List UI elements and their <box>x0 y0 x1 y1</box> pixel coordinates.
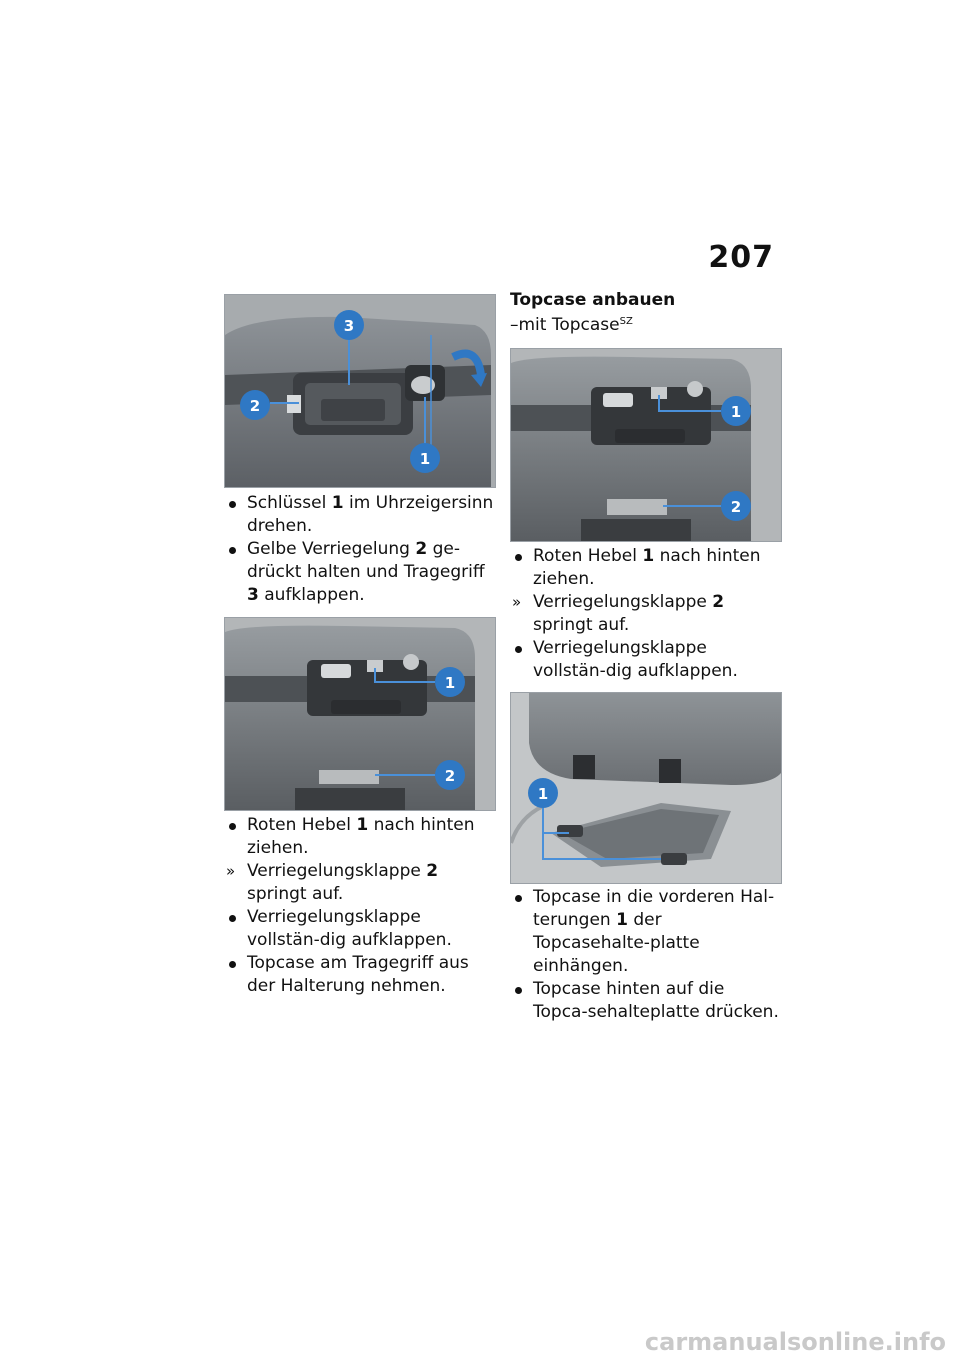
option-code: SZ <box>619 316 633 327</box>
steps-open-flap <box>510 545 782 683</box>
callout-2: 2 <box>730 498 742 516</box>
list-item <box>224 814 496 860</box>
step-text: nach hinten ziehen. <box>247 815 475 858</box>
step-ref: 2 <box>426 861 439 881</box>
list-item <box>224 538 496 607</box>
step-ref: 2 <box>415 539 428 559</box>
option-line <box>510 315 633 335</box>
step-text: springt auf. <box>533 615 630 635</box>
figure-key-unlock <box>224 294 496 488</box>
step-text: im Uhrzeigersinn drehen. <box>247 493 494 536</box>
steps-attach-topcase <box>510 886 782 1024</box>
list-item <box>224 860 496 906</box>
figure-open-flap <box>510 348 782 542</box>
callout-1: 1 <box>730 403 742 421</box>
result-marker: » <box>226 862 236 880</box>
callout-3: 3 <box>343 317 355 335</box>
step-ref: 2 <box>712 592 725 612</box>
list-item <box>224 952 496 998</box>
callout-2: 2 <box>444 767 456 785</box>
step-text: Verriegelungsklappe <box>247 861 427 881</box>
step-text: Roten Hebel <box>247 815 357 835</box>
step-text: springt auf. <box>247 884 344 904</box>
step-text: der Topcasehalte-platte einhängen. <box>533 910 700 976</box>
result-marker: » <box>512 593 522 611</box>
step-text: nach hinten ziehen. <box>533 546 761 589</box>
watermark: carmanualsonline.info <box>644 1328 946 1356</box>
list-item <box>224 492 496 538</box>
list-item <box>510 591 782 637</box>
section-heading: Topcase anbauen <box>510 290 676 310</box>
steps-open-handle <box>224 492 496 607</box>
step-ref: 1 <box>356 815 369 835</box>
step-text: aufklappen. <box>258 585 365 605</box>
step-text: Topcase in die vorderen Hal-terungen <box>533 887 775 930</box>
step-text: Roten Hebel <box>533 546 643 566</box>
callout-2: 2 <box>249 397 261 415</box>
step-text: Verriegelungsklappe vollstän-dig aufklappen. <box>247 907 452 950</box>
step-text: ge-drückt halten und Tragegriff <box>247 539 485 582</box>
step-text: Topcase hinten auf die Topca-sehalteplatte drücken. <box>533 979 779 1022</box>
list-item <box>510 545 782 591</box>
callout-1: 1 <box>419 450 431 468</box>
step-ref: 1 <box>642 546 655 566</box>
step-ref: 3 <box>247 585 259 605</box>
step-text: Topcase am Tragegriff aus der Halterung nehmen. <box>247 953 469 996</box>
callout-1: 1 <box>444 674 456 692</box>
step-ref: 1 <box>331 493 344 513</box>
step-text: Gelbe Verriegelung <box>247 539 416 559</box>
list-item <box>510 637 782 683</box>
steps-remove-topcase <box>224 814 496 998</box>
list-item <box>510 978 782 1024</box>
list-item <box>224 906 496 952</box>
step-ref: 1 <box>616 910 628 930</box>
option-text: –mit Topcase <box>510 315 620 335</box>
figure-red-lever <box>224 617 496 811</box>
figure-mount-plate <box>510 692 782 884</box>
page-number: 207 <box>708 240 774 275</box>
step-text: Schlüssel <box>247 493 332 513</box>
callout-1: 1 <box>537 785 549 803</box>
step-text: Verriegelungsklappe <box>533 592 713 612</box>
step-text: Verriegelungsklappe vollstän-dig aufklappen. <box>533 638 738 681</box>
list-item <box>510 886 782 978</box>
